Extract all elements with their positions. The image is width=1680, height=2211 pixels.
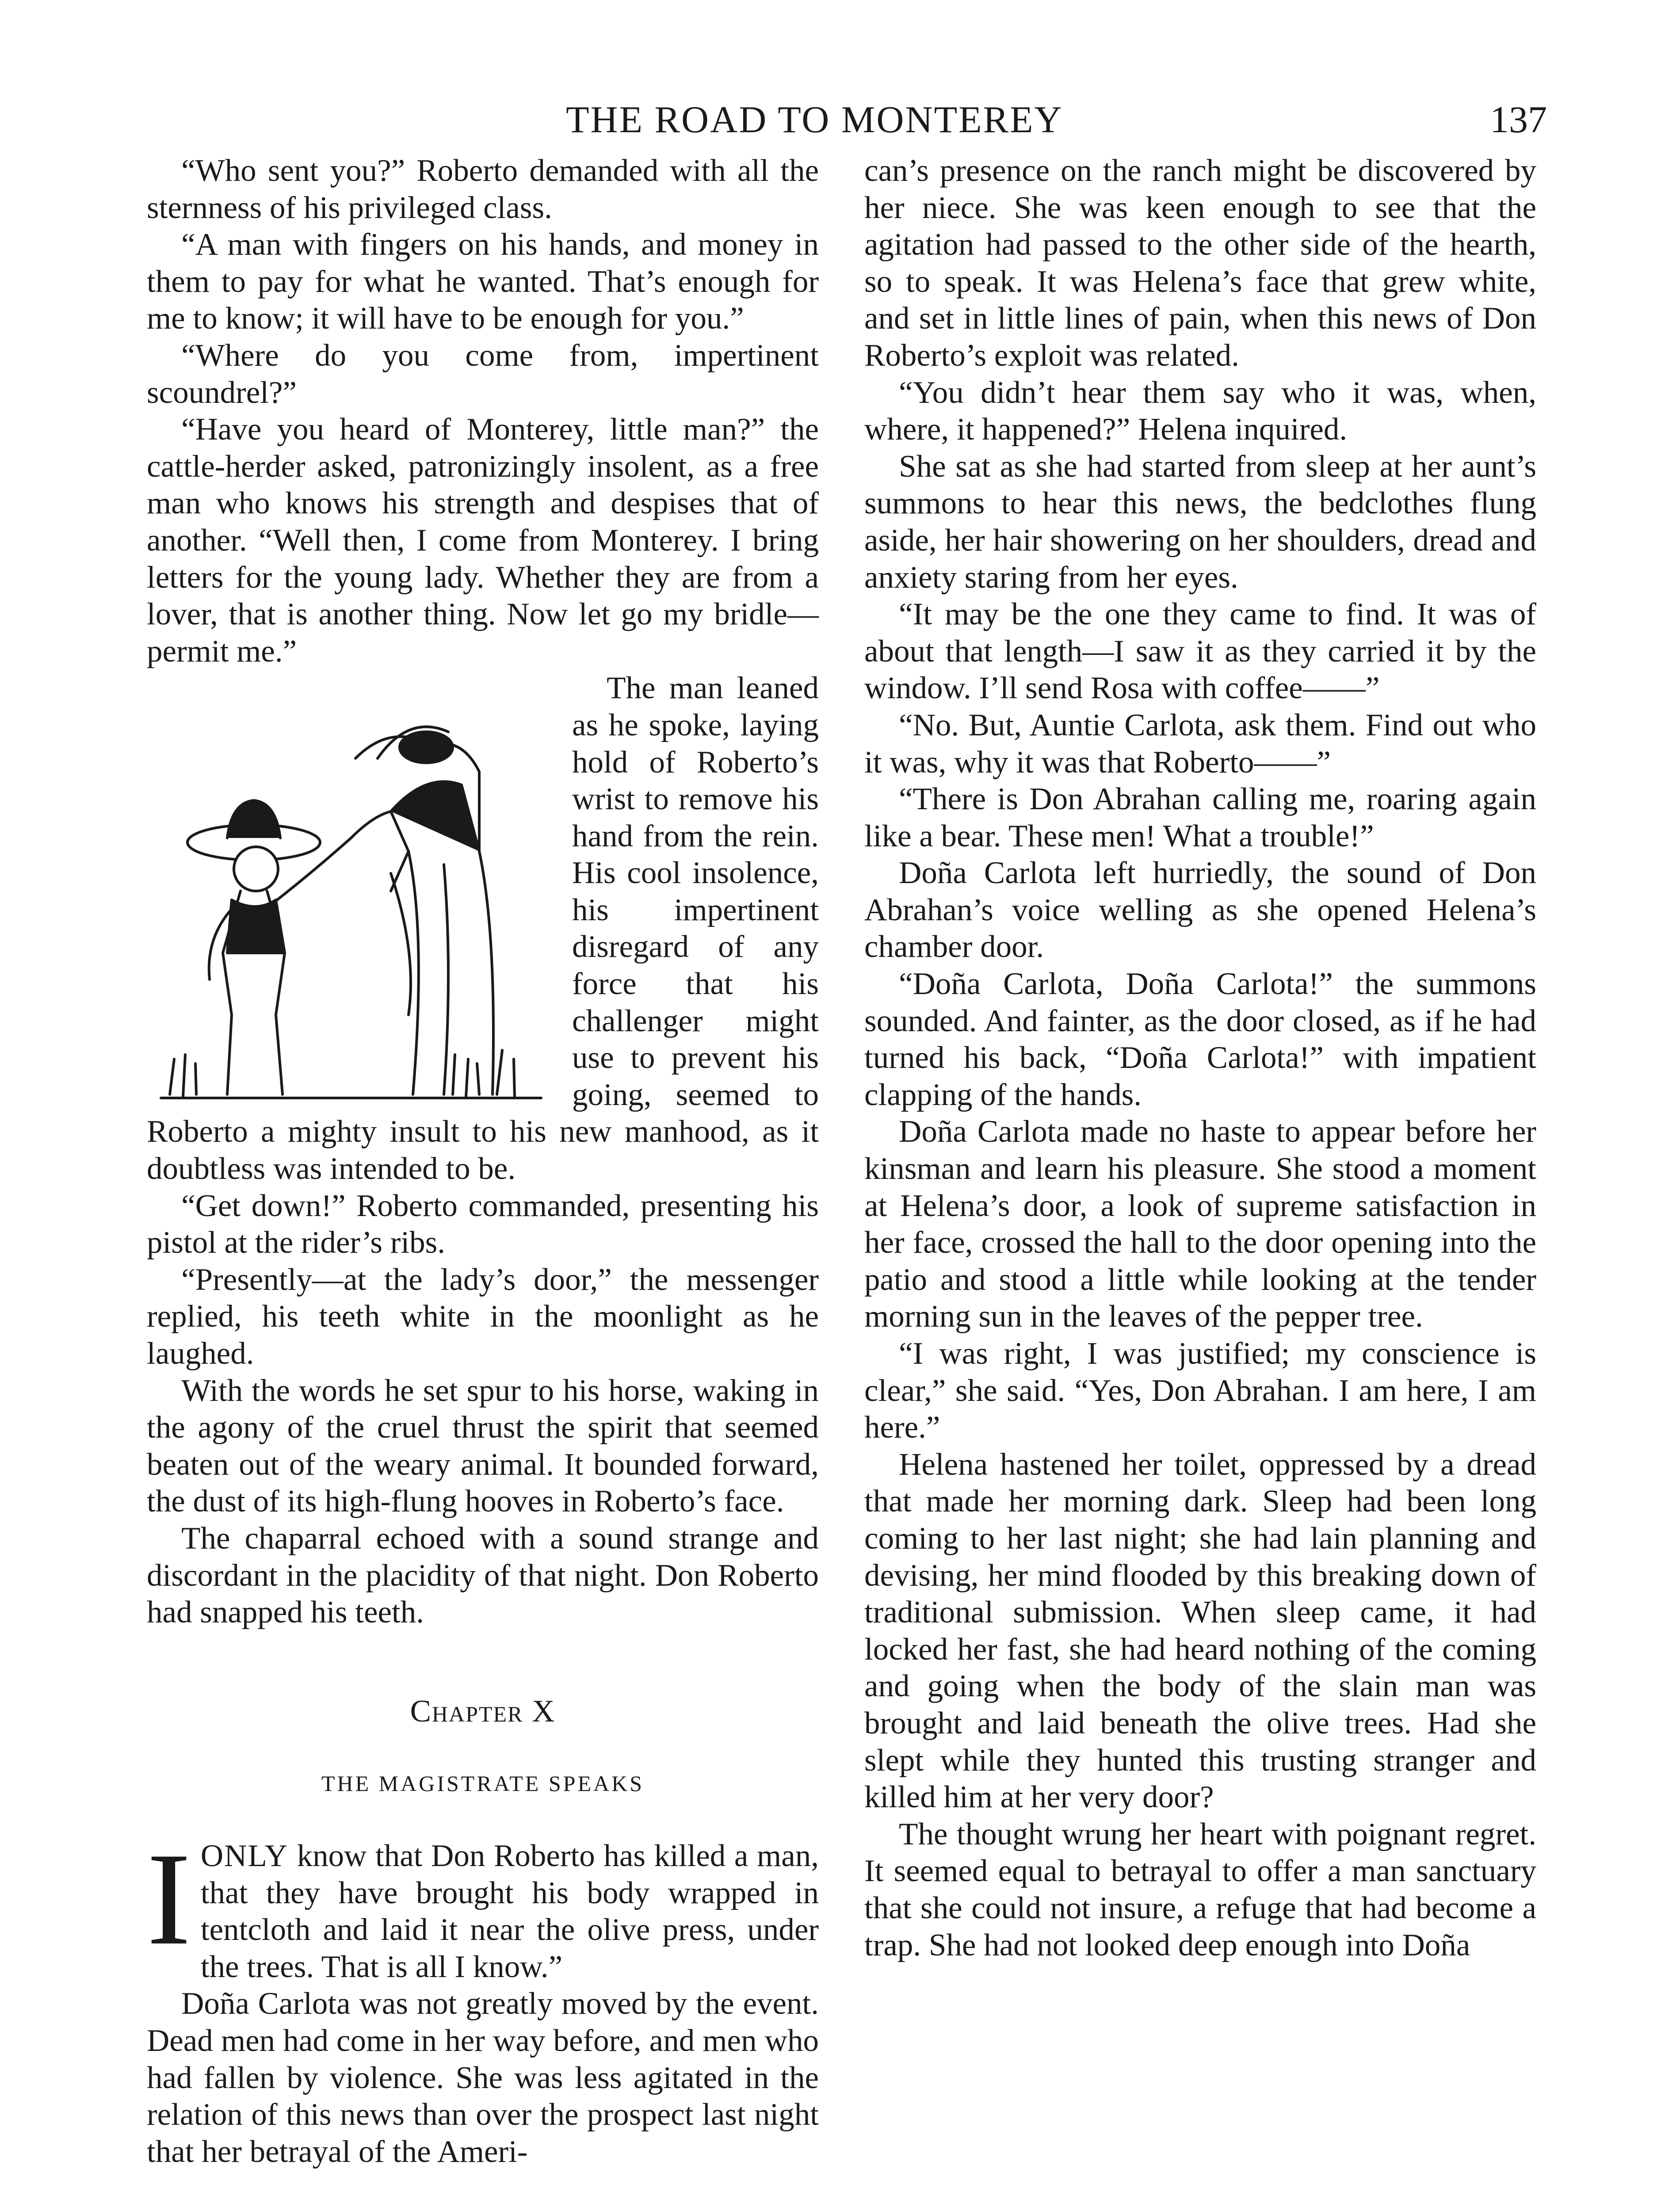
paragraph: “Have you heard of Monterey, little man?” the cattle-herder asked, patronizingly insolent, as a free man who knows his strength and despises that of another. “Well then, I come from Monterey. I bring letters for the young lady. Whether they are from a lover, that is another thing. Now let go my bridle—permit me.” xyxy=(147,412,819,669)
paragraph: “No. But, Auntie Carlota, ask them. Find out who it was, why it was that Roberto——” xyxy=(864,708,1536,780)
paragraph: The thought wrung her heart with poignant regret. It seemed equal to betrayal to offer a man sanctuary that she could not insure, a refuge that had become a trap. She had not looked deep enough into Doña xyxy=(864,1817,1536,1962)
illustration-vaquero-and-rider xyxy=(143,705,559,1103)
paragraph: “Get down!” Roberto commanded, presenting his pistol at the rider’s ribs. xyxy=(147,1188,819,1260)
paragraph xyxy=(147,670,819,1187)
left-column xyxy=(147,153,819,2170)
drop-cap: I xyxy=(147,1825,191,1972)
paragraph: “You didn’t hear them say who it was, when, where, it happened?” Helena inquired. xyxy=(864,375,1536,447)
page-header xyxy=(0,95,1680,144)
paragraph: “Doña Carlota, Doña Carlota!” the summons sounded. And fainter, as the door closed, as if he had turned his back, “Doña Carlota!” with impatient clapping of the hands. xyxy=(864,967,1536,1112)
paragraph: Helena hastened her toilet, oppressed by a dread that made her morning dark. Sleep had been long coming to her last night; she had lain planning and devising, her mind flooded by this breaking down of traditional submission. When sleep came, it had locked her fast, she had heard nothing of the coming and going when the body of the slain man was brought and laid beneath the olive trees. Had she slept while they hunted this trusting stranger and killed him at her very door? xyxy=(864,1447,1536,1815)
paragraph: Doña Carlota was not greatly moved by the event. Dead men had come in her way before, and men who had fallen by violence. She was less agitated in the relation of this news than over the prospect last night that her betrayal of the Ameri- xyxy=(147,1986,819,2169)
paragraph: She sat as she had started from sleep at her aunt’s summons to hear this news, the bedclothes flung aside, her hair showering on her shoulders, dread and anxiety staring from her eyes. xyxy=(864,449,1536,595)
paragraph: “Who sent you?” Roberto demanded with all the sternness of his privileged class. xyxy=(147,153,819,225)
paragraph: can’s presence on the ranch might be discovered by her niece. She was keen enough to see that the agitation had passed to the other side of the hearth, so to speak. It was Helena’s face that grew white, and set in little lines of pain, when this news of Don Roberto’s exploit was related. xyxy=(864,153,1536,373)
paragraph: “Where do you come from, impertinent scoundrel?” xyxy=(147,338,819,410)
page-number: 137 xyxy=(1490,98,1547,141)
paragraph: Doña Carlota made no haste to appear before her kinsman and learn his pleasure. She stood a moment at Helena’s door, a look of supreme satisfaction in her face, crossed the hall to the door opening into the patio and stood a little while looking at the tender morning sun in the leaves of the pepper tree. xyxy=(864,1114,1536,1334)
chapter-number: Chapter X xyxy=(410,1694,556,1729)
paragraph: “A man with fingers on his hands, and money in them to pay for what he wanted. That’s enough for me to know; it will have to be enough for you.” xyxy=(147,227,819,336)
paragraph-text: The man leaned as he spoke, laying hold of Roberto’s wrist to remove his hand from the rein. His cool insolence, his impertinent disregard of any force that his challenger might use to prevent his going, seemed to Roberto a mighty insult to his new manhood, as it doubtless was intended to be. xyxy=(147,671,819,1186)
paragraph: “It may be the one they came to find. It was of about that length—I saw it as they carried it by the window. I’ll send Rosa with coffee——” xyxy=(864,597,1536,706)
paragraph: With the words he set spur to his horse, waking in the agony of the cruel thrust the spirit that seemed beaten out of the weary animal. It bounded forward, the dust of its high-flung hooves in Roberto’s face. xyxy=(147,1373,819,1519)
paragraph: “I was right, I was justified; my conscience is clear,” she said. “Yes, Don Abrahan. I am here, I am here.” xyxy=(864,1336,1536,1445)
chapter-title: THE MAGISTRATE SPEAKS xyxy=(321,1771,645,1796)
running-head: THE ROAD TO MONTEREY xyxy=(566,98,1063,141)
right-column xyxy=(864,153,1536,1964)
opening-text: know that Don Roberto has killed a man, that they have brought his body wrapped in tentcloth and laid it near the olive press, under the trees. That is all I know.” xyxy=(200,1838,819,1984)
chapter-opening-paragraph xyxy=(147,1825,819,1985)
paragraph: Doña Carlota left hurriedly, the sound of Don Abrahan’s voice welling as she opened Helena’s chamber door. xyxy=(864,856,1536,964)
paragraph: “Presently—at the lady’s door,” the messenger replied, his teeth white in the moonlight as he laughed. xyxy=(147,1262,819,1371)
paragraph: “There is Don Abrahan calling me, roaring again like a bear. These men! What a trouble!” xyxy=(864,782,1536,853)
paragraph: The chaparral echoed with a sound strange and discordant in the placidity of that night. Don Roberto had snapped his teeth. xyxy=(147,1521,819,1630)
illustration-drawing xyxy=(143,705,559,1103)
opening-small-caps: ONLY xyxy=(200,1838,288,1873)
